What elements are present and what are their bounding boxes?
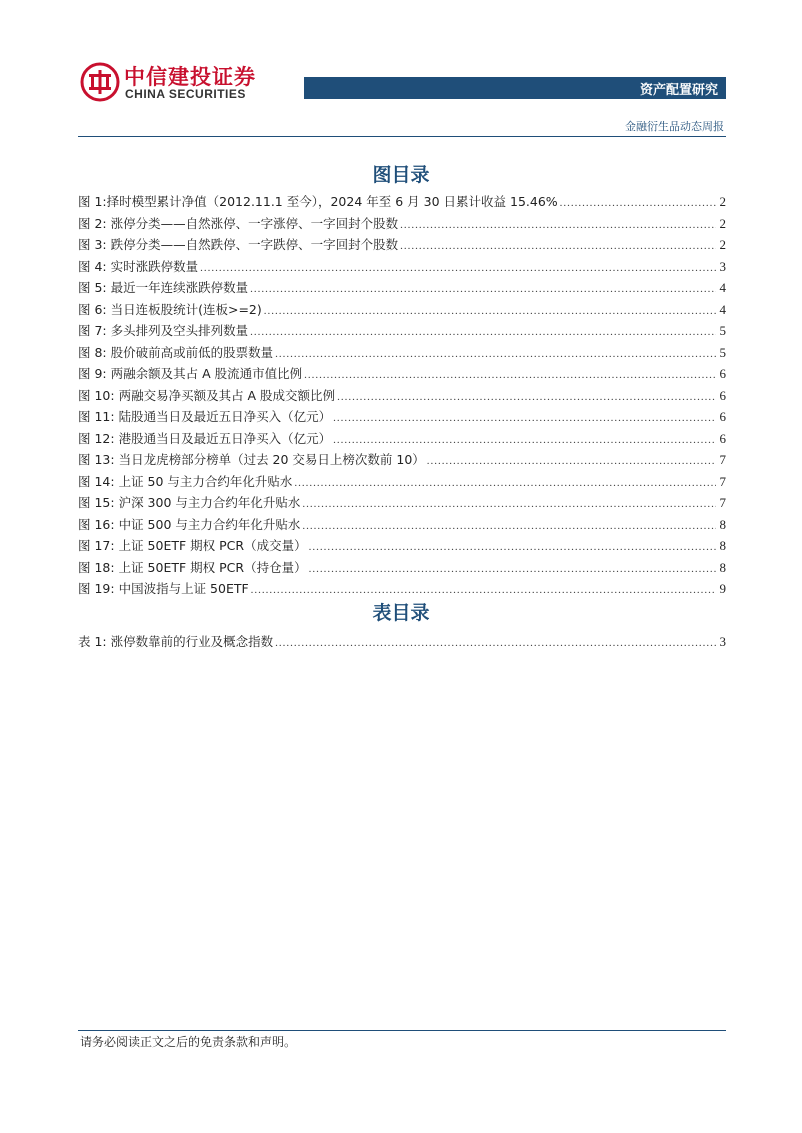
header-category-bar xyxy=(304,77,726,99)
toc-entry-label: 图 1:择时模型累计净值（2012.11.1 至今），2024 年至 6 月 30 日累计收益 15.46% xyxy=(78,194,558,209)
page-header xyxy=(78,60,726,105)
toc-dot-leader xyxy=(400,236,715,258)
toc-entry-page: 7 xyxy=(719,473,726,489)
toc-dot-leader xyxy=(294,473,715,495)
toc-dot-leader xyxy=(264,301,716,323)
toc-entry-label: 图 15: 沪深 300 与主力合约年化升贴水 xyxy=(78,495,301,510)
toc-dot-leader xyxy=(309,537,716,559)
figure-toc-list xyxy=(78,191,726,600)
toc-entry-label: 图 12: 港股通当日及最近五日净买入（亿元） xyxy=(78,430,332,446)
toc-entry-page: 6 xyxy=(719,409,726,424)
toc-entry-page: 6 xyxy=(719,430,726,446)
toc-dot-leader xyxy=(275,633,715,655)
toc-dot-leader xyxy=(333,408,715,430)
toc-entry-label: 图 18: 上证 50ETF 期权 PCR（持仓量） xyxy=(78,559,307,575)
toc-dot-leader xyxy=(337,387,715,409)
toc-entry-page: 2 xyxy=(719,237,726,252)
toc-entry-page: 5 xyxy=(719,323,726,338)
toc-entry-page: 6 xyxy=(719,366,726,381)
toc-entry-label: 图 4: 实时涨跌停数量 xyxy=(78,258,199,274)
toc-entry-page: 4 xyxy=(719,301,726,317)
toc-dot-leader xyxy=(200,258,715,280)
header-divider xyxy=(78,136,726,137)
toc-entry-page: 8 xyxy=(719,538,726,553)
toc-entry-label: 图 14: 上证 50 与主力合约年化升贴水 xyxy=(78,473,293,489)
logo-english-name: CHINA SECURITIES xyxy=(125,87,246,101)
toc-entry-label: 图 17: 上证 50ETF 期权 PCR（成交量） xyxy=(78,538,307,553)
toc-dot-leader xyxy=(400,215,715,237)
toc-entry-label: 图 3: 跌停分类——自然跌停、一字跌停、一字回封个股数 xyxy=(78,237,399,252)
toc-entry[interactable] xyxy=(78,631,726,653)
toc-dot-leader xyxy=(560,193,716,215)
toc-entry-label: 图 11: 陆股通当日及最近五日净买入（亿元） xyxy=(78,409,332,424)
toc-entry[interactable] xyxy=(78,514,726,536)
toc-entry-page: 3 xyxy=(719,634,726,649)
toc-entry[interactable] xyxy=(78,299,726,321)
toc-entry-page: 8 xyxy=(719,516,726,532)
company-logo xyxy=(78,60,308,105)
report-type: 金融衍生品动态周报 xyxy=(625,120,724,133)
toc-entry-label: 图 7: 多头排列及空头排列数量 xyxy=(78,323,249,338)
toc-dot-leader xyxy=(304,365,715,387)
toc-entry[interactable] xyxy=(78,557,726,579)
toc-entry-page: 5 xyxy=(719,344,726,360)
figure-toc-title: 图目录 xyxy=(372,164,430,186)
toc-entry[interactable] xyxy=(78,363,726,385)
toc-entry-label: 图 6: 当日连板股统计(连板>=2) xyxy=(78,301,262,317)
toc-entry-label: 图 13: 当日龙虎榜部分榜单（过去 20 交易日上榜次数前 10） xyxy=(78,452,425,467)
toc-dot-leader xyxy=(250,322,715,344)
toc-entry[interactable] xyxy=(78,471,726,493)
toc-dot-leader xyxy=(275,344,715,366)
toc-entry[interactable] xyxy=(78,428,726,450)
logo-chinese-name: 中信建投证券 xyxy=(124,65,256,89)
toc-entry[interactable] xyxy=(78,406,726,428)
toc-entry-page: 7 xyxy=(719,452,726,467)
toc-dot-leader xyxy=(302,494,715,516)
toc-entry[interactable] xyxy=(78,234,726,256)
toc-dot-leader xyxy=(302,516,715,538)
footer-disclaimer: 请务必阅读正文之后的免责条款和声明。 xyxy=(80,1035,297,1049)
toc-entry-page: 3 xyxy=(719,258,726,274)
toc-entry[interactable] xyxy=(78,256,726,278)
toc-entry[interactable] xyxy=(78,213,726,235)
table-toc-list xyxy=(78,631,726,653)
toc-entry[interactable] xyxy=(78,449,726,471)
toc-entry-label: 图 19: 中国波指与上证 50ETF xyxy=(78,581,249,596)
toc-entry-page: 2 xyxy=(719,215,726,231)
toc-entry-page: 2 xyxy=(719,194,726,209)
toc-entry-label: 图 5: 最近一年连续涨跌停数量 xyxy=(78,280,249,295)
toc-entry[interactable] xyxy=(78,191,726,213)
toc-entry[interactable] xyxy=(78,320,726,342)
footer-divider xyxy=(78,1030,726,1031)
toc-entry-page: 9 xyxy=(719,581,726,596)
toc-entry-page: 6 xyxy=(719,387,726,403)
china-securities-logo-icon xyxy=(80,62,120,102)
toc-dot-leader xyxy=(250,279,715,301)
toc-entry-page: 7 xyxy=(719,495,726,510)
toc-entry[interactable] xyxy=(78,277,726,299)
toc-entry[interactable] xyxy=(78,492,726,514)
toc-entry[interactable] xyxy=(78,578,726,600)
toc-entry-label: 表 1: 涨停数靠前的行业及概念指数 xyxy=(78,634,274,649)
table-toc-title: 表目录 xyxy=(372,602,430,624)
toc-entry-label: 图 16: 中证 500 与主力合约年化升贴水 xyxy=(78,516,301,532)
toc-entry[interactable] xyxy=(78,385,726,407)
toc-entry-page: 4 xyxy=(719,280,726,295)
toc-dot-leader xyxy=(333,430,715,452)
toc-dot-leader xyxy=(427,451,716,473)
toc-entry-label: 图 8: 股价破前高或前低的股票数量 xyxy=(78,344,274,360)
report-category: 资产配置研究 xyxy=(639,83,718,98)
toc-entry-label: 图 10: 两融交易净买额及其占 A 股成交额比例 xyxy=(78,387,336,403)
toc-entry[interactable] xyxy=(78,535,726,557)
toc-entry[interactable] xyxy=(78,342,726,364)
toc-entry-page: 8 xyxy=(719,559,726,575)
toc-dot-leader xyxy=(309,559,716,581)
toc-entry-label: 图 9: 两融余额及其占 A 股流通市值比例 xyxy=(78,366,303,381)
toc-entry-label: 图 2: 涨停分类——自然涨停、一字涨停、一字回封个股数 xyxy=(78,215,399,231)
